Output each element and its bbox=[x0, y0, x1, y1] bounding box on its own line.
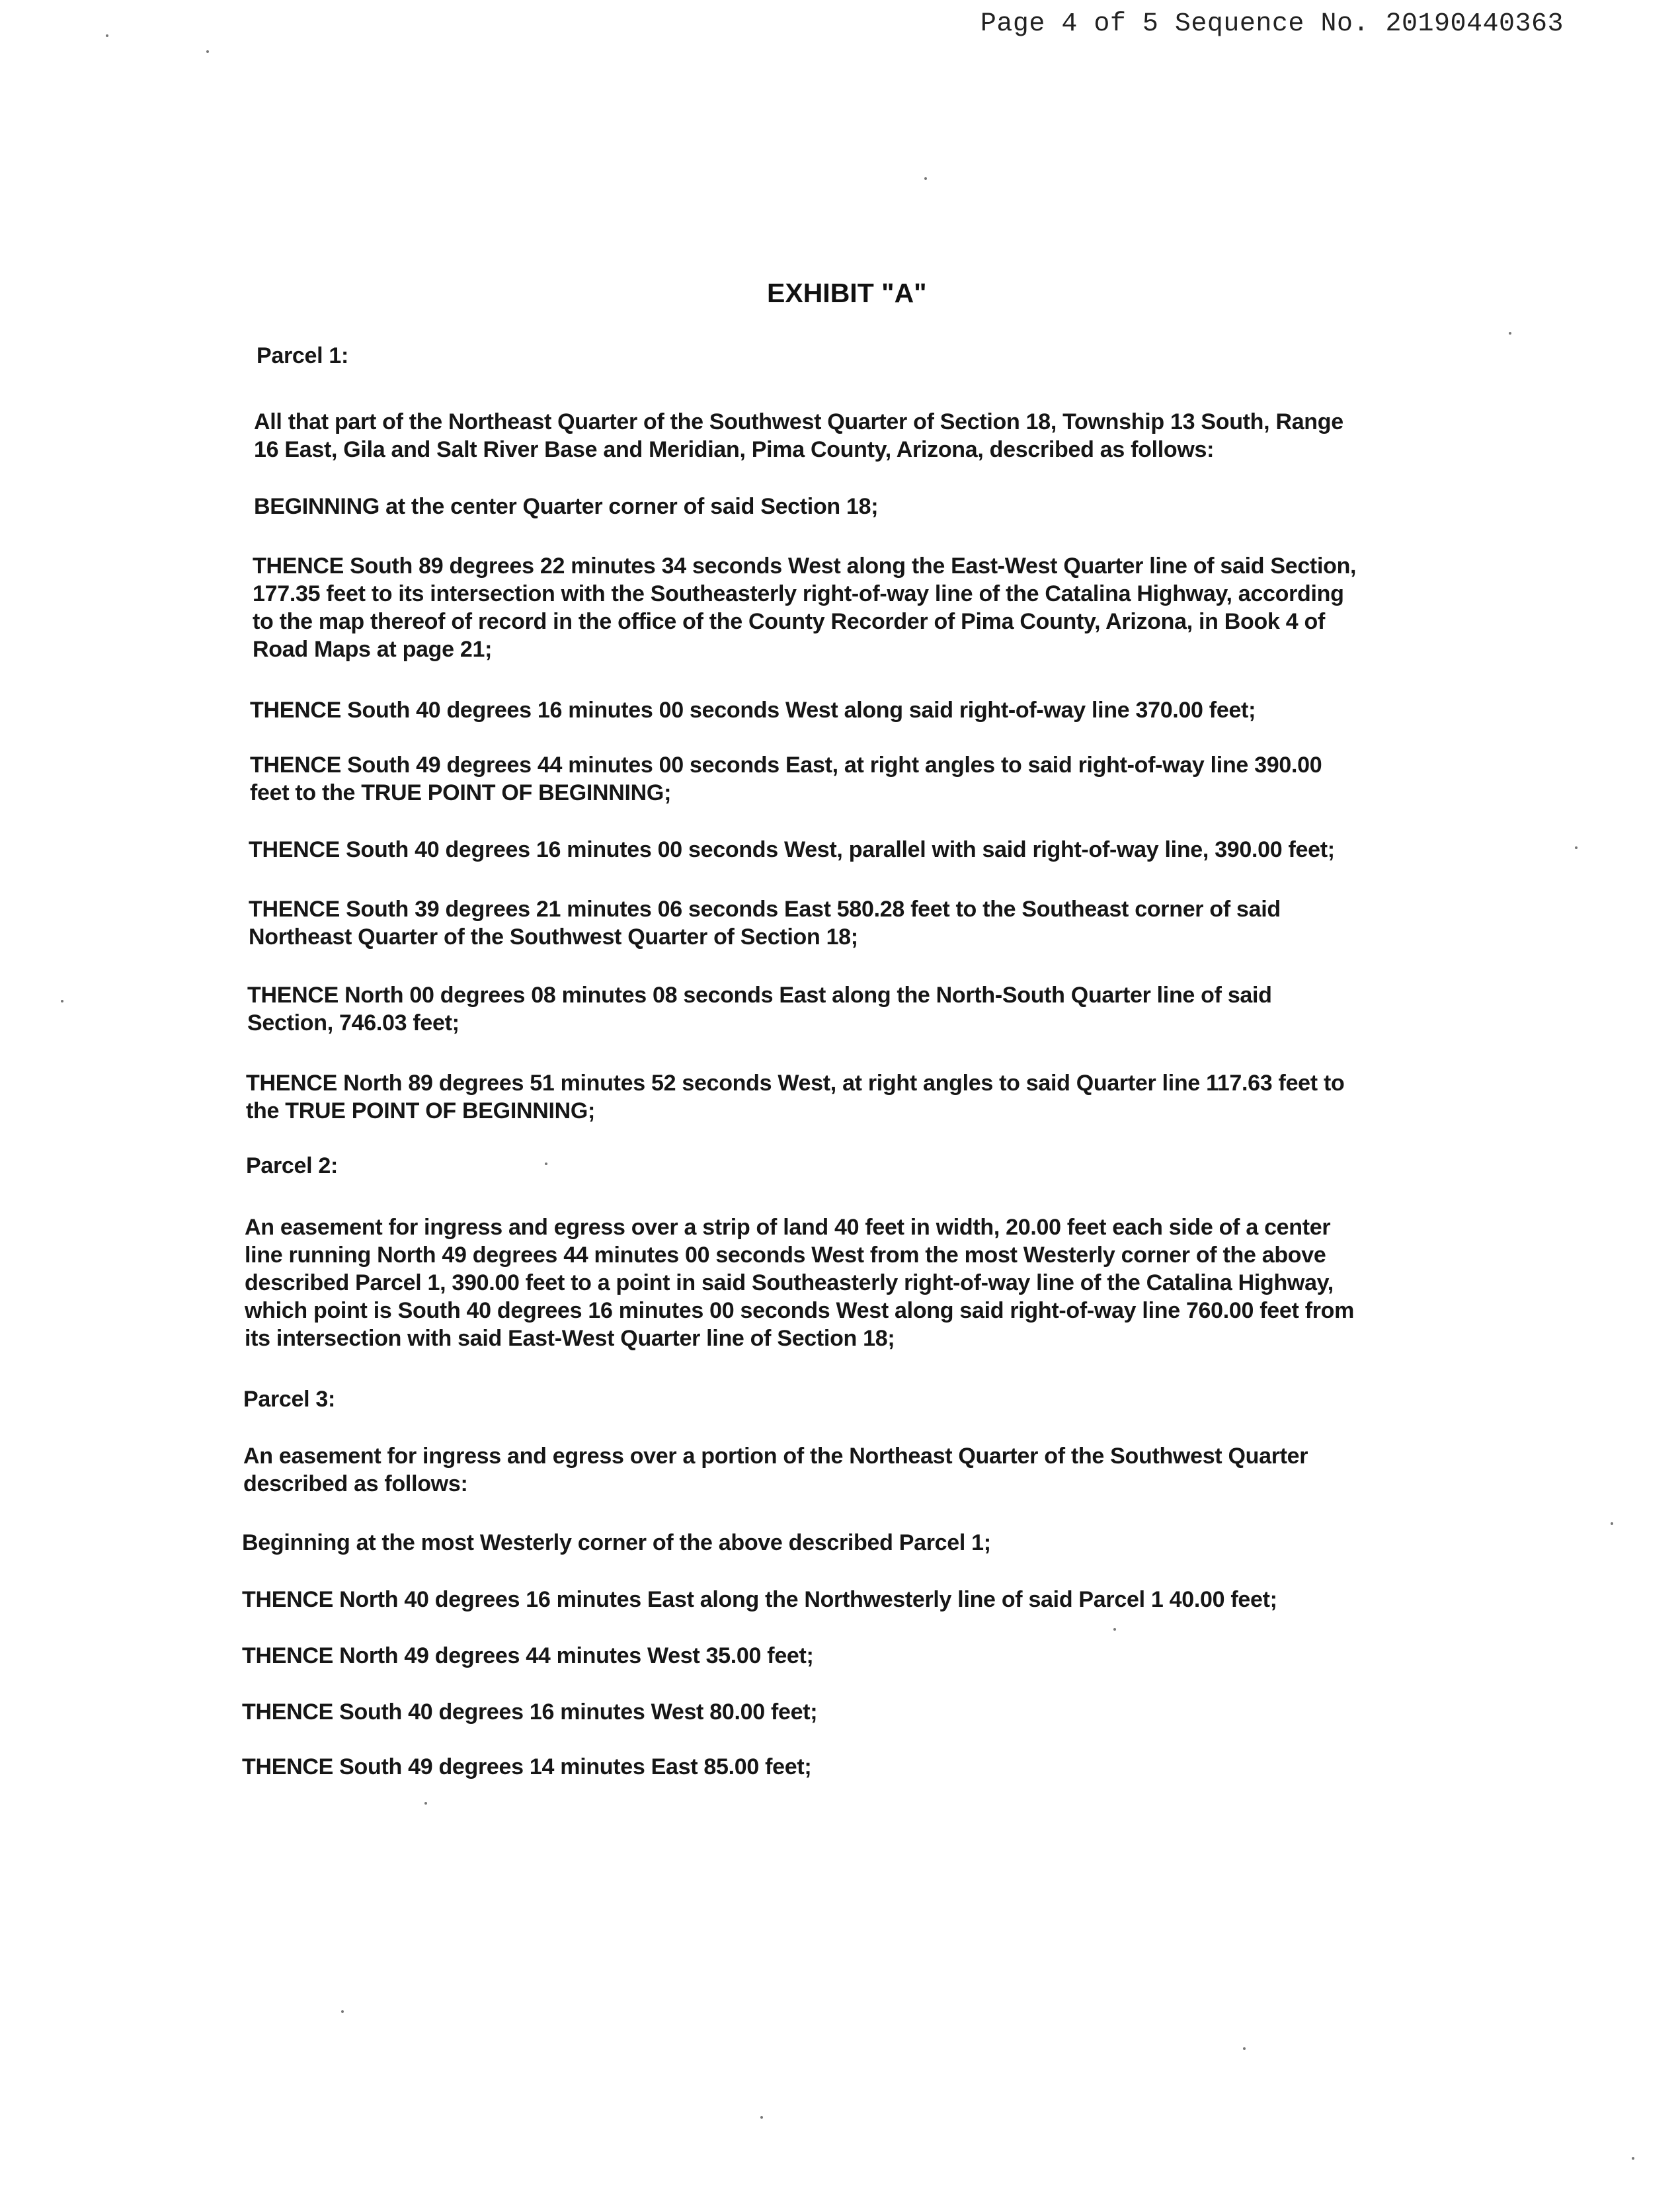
scan-speck bbox=[1632, 2157, 1634, 2160]
scan-speck bbox=[1113, 1628, 1116, 1631]
text-line: THENCE South 39 degrees 21 minutes 06 seconds East 580.28 feet to the Southeast corner of said bbox=[249, 897, 1281, 922]
beginning-paragraph bbox=[254, 493, 878, 520]
text-line: Road Maps at page 21; bbox=[253, 637, 493, 662]
text-line: feet to the TRUE POINT OF BEGINNING; bbox=[250, 780, 672, 805]
text-line: which point is South 40 degrees 16 minutes 00 seconds West along said right-of-way line 760.00 feet from bbox=[245, 1298, 1355, 1323]
scan-speck bbox=[1611, 1522, 1613, 1525]
scan-speck bbox=[545, 1163, 547, 1165]
text-line: THENCE South 49 degrees 44 minutes 00 seconds East, at right angles to said right-of-way line 390.00 bbox=[250, 753, 1322, 778]
text-line: THENCE North 40 degrees 16 minutes East along the Northwesterly line of said Parcel 1 40.00 feet; bbox=[242, 1587, 1277, 1612]
text-line: 177.35 feet to its intersection with the Southeasterly right-of-way line of the Catalina Highway, according bbox=[253, 581, 1344, 606]
scan-speck bbox=[341, 2010, 344, 2013]
text-line: Beginning at the most Westerly corner of the above described Parcel 1; bbox=[242, 1530, 991, 1555]
thence-paragraph bbox=[250, 751, 1322, 807]
text-line: the TRUE POINT OF BEGINNING; bbox=[246, 1098, 596, 1123]
text-line: An easement for ingress and egress over a strip of land 40 feet in width, 20.00 feet each side of a center bbox=[245, 1215, 1331, 1240]
thence-paragraph bbox=[242, 1642, 814, 1670]
thence-paragraph bbox=[242, 1698, 817, 1726]
text-line: described Parcel 1, 390.00 feet to a point in said Southeasterly right-of-way line of the Catalina Highway, bbox=[245, 1270, 1334, 1295]
thence-paragraph bbox=[250, 696, 1256, 724]
text-line: All that part of the Northeast Quarter of the Southwest Quarter of Section 18, Township 13 South, Range bbox=[254, 409, 1343, 434]
text-line: its intersection with said East-West Quarter line of Section 18; bbox=[245, 1326, 895, 1351]
page-header: Page 4 of 5 Sequence No. 20190440363 bbox=[980, 9, 1564, 39]
scan-speck bbox=[424, 1802, 427, 1805]
scan-speck bbox=[924, 177, 927, 180]
text-line: Parcel 2: bbox=[246, 1153, 339, 1178]
text-line: THENCE South 49 degrees 14 minutes East 85.00 feet; bbox=[242, 1754, 812, 1779]
thence-paragraph bbox=[242, 1753, 811, 1781]
scan-speck bbox=[106, 34, 108, 37]
text-line: THENCE South 89 degrees 22 minutes 34 seconds West along the East-West Quarter line of said Section, bbox=[253, 553, 1357, 579]
thence-paragraph bbox=[246, 1069, 1344, 1125]
thence-paragraph bbox=[247, 981, 1272, 1037]
scan-speck bbox=[1575, 846, 1578, 849]
text-line: THENCE North 49 degrees 44 minutes West 35.00 feet; bbox=[242, 1643, 814, 1668]
thence-paragraph bbox=[253, 552, 1356, 663]
text-line: Northeast Quarter of the Southwest Quarter of Section 18; bbox=[249, 924, 858, 950]
text-line: Parcel 1: bbox=[257, 343, 349, 368]
exhibit-title: EXHIBIT "A" bbox=[767, 278, 927, 308]
text-line: THENCE South 40 degrees 16 minutes 00 seconds West along said right-of-way line 370.00 feet; bbox=[250, 698, 1256, 723]
text-line: line running North 49 degrees 44 minutes 00 seconds West from the most Westerly corner of the above bbox=[245, 1243, 1326, 1268]
parcel-3-description bbox=[243, 1442, 1308, 1498]
text-line: Parcel 3: bbox=[243, 1387, 336, 1412]
text-line: THENCE South 40 degrees 16 minutes West 80.00 feet; bbox=[242, 1699, 818, 1725]
beginning-paragraph bbox=[242, 1529, 991, 1557]
thence-paragraph bbox=[249, 836, 1335, 864]
thence-paragraph bbox=[249, 895, 1281, 951]
text-line: described as follows: bbox=[243, 1471, 468, 1496]
parcel-2-heading bbox=[246, 1152, 338, 1180]
text-line: 16 East, Gila and Salt River Base and Meridian, Pima County, Arizona, described as follows: bbox=[254, 437, 1215, 462]
thence-paragraph bbox=[242, 1586, 1277, 1613]
parcel-1-heading bbox=[257, 342, 348, 370]
text-line: Section, 746.03 feet; bbox=[247, 1010, 460, 1036]
scan-speck bbox=[1509, 332, 1511, 335]
parcel-2-description bbox=[245, 1213, 1354, 1352]
parcel-3-heading bbox=[243, 1385, 335, 1413]
parcel-1-description bbox=[254, 408, 1343, 464]
text-line: BEGINNING at the center Quarter corner of said Section 18; bbox=[254, 494, 879, 519]
scan-speck bbox=[760, 2116, 763, 2119]
text-line: to the map thereof of record in the office of the County Recorder of Pima County, Arizona, in Book 4 of bbox=[253, 609, 1325, 634]
scan-speck bbox=[1243, 2047, 1246, 2050]
text-line: THENCE North 89 degrees 51 minutes 52 seconds West, at right angles to said Quarter line 117.63 feet to bbox=[246, 1071, 1345, 1096]
scan-speck bbox=[206, 50, 209, 53]
scan-speck bbox=[61, 1000, 63, 1002]
text-line: THENCE South 40 degrees 16 minutes 00 seconds West, parallel with said right-of-way line, 390.00 feet; bbox=[249, 837, 1335, 862]
text-line: An easement for ingress and egress over a portion of the Northeast Quarter of the Southwest Quarter bbox=[243, 1444, 1308, 1469]
text-line: THENCE North 00 degrees 08 minutes 08 seconds East along the North-South Quarter line of said bbox=[247, 983, 1272, 1008]
